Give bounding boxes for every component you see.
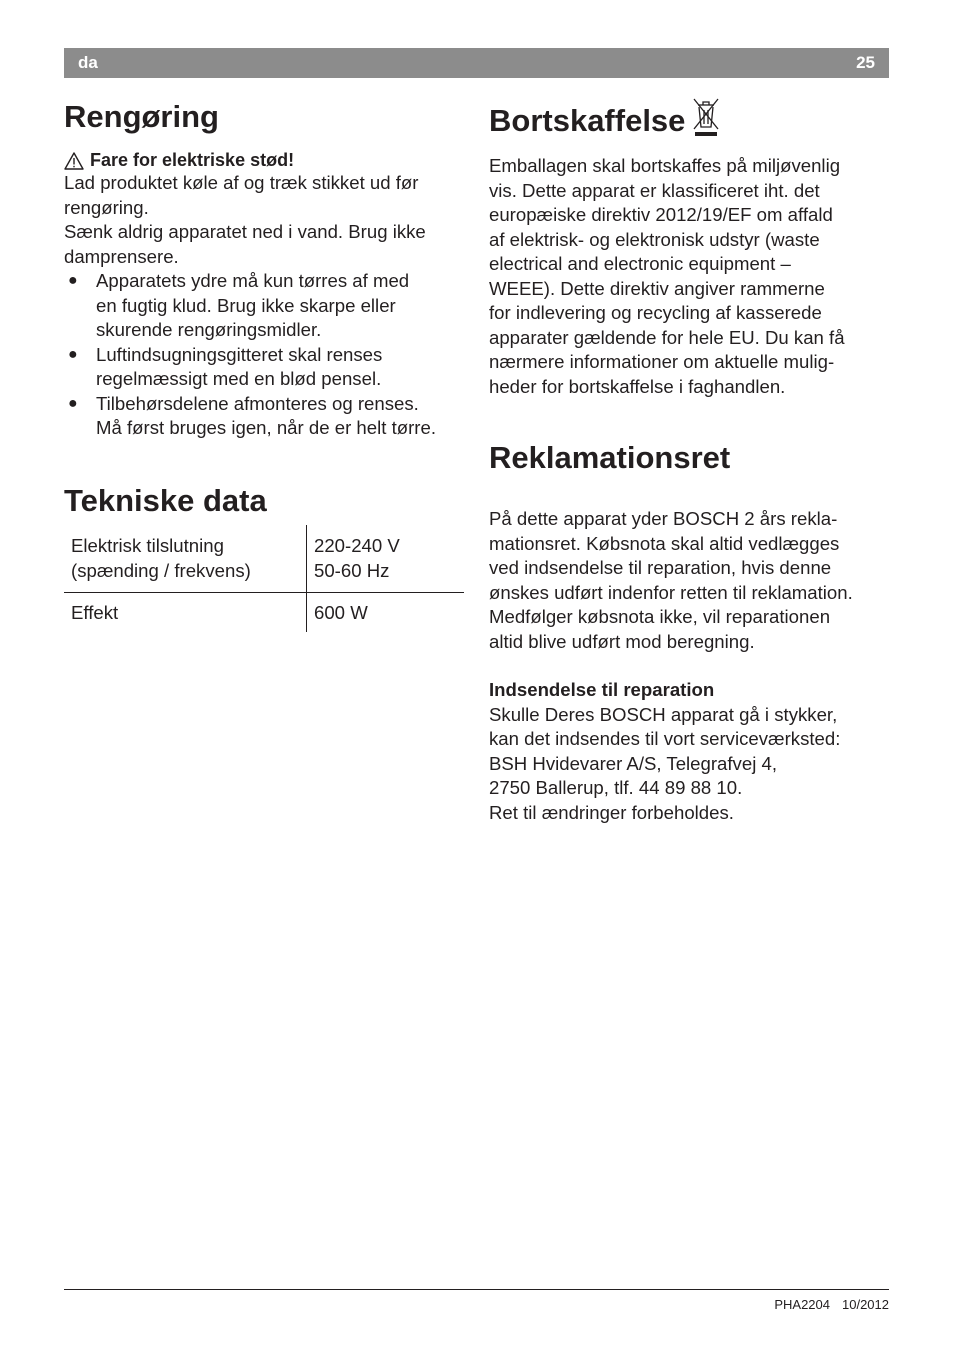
text-line: en fugtig klud. Brug ikke skarpe eller: [96, 294, 396, 316]
list-item: [64, 392, 464, 441]
cleaning-paragraph-2: [64, 220, 464, 269]
repair-subheading: Indsendelse til reparation: [489, 679, 715, 700]
text-line: Luftindsugningsgitteret skal renses: [96, 343, 383, 365]
text-line: Medfølger købsnota ikke, vil reparationen: [489, 606, 831, 627]
text-line: Apparatets ydre må kun tørres af med: [96, 270, 410, 291]
footer-divider: [64, 1289, 889, 1290]
text-line: (spænding / frekvens): [71, 559, 251, 581]
page-number: 25: [856, 53, 875, 72]
text-line: 50-60 Hz: [314, 559, 390, 581]
page-header-bar: [64, 48, 889, 78]
technical-data-heading: Tekniske data: [64, 483, 267, 518]
text-line: europæiske direktiv 2012/19/EF om affald: [489, 204, 833, 225]
warning-line: [64, 150, 464, 171]
crossed-bin-icon: [691, 96, 721, 138]
footer-date: 10/2012: [842, 1297, 889, 1312]
table-cell-label: [64, 525, 307, 593]
disposal-paragraph: [489, 154, 889, 399]
cleaning-bullet-list: [64, 269, 464, 441]
footer: [774, 1297, 889, 1312]
text-line: rengøring.: [64, 196, 149, 218]
text-line: altid blive udført mod beregning.: [489, 630, 755, 652]
text-line: ønskes udført indenfor retten til reklamation.: [489, 581, 853, 603]
technical-data-table: [64, 525, 464, 632]
text-line: Effekt: [71, 602, 119, 623]
text-line: electrical and electronic equipment –: [489, 253, 791, 274]
disposal-heading: Bortskaffelse: [489, 103, 686, 138]
warning-triangle-icon: [64, 152, 84, 170]
table-row: [64, 525, 464, 593]
bullet-icon: ●: [68, 272, 78, 289]
text-line: for indlevering og recycling af kasserede: [489, 302, 822, 323]
text-line: Tilbehørsdelene afmonteres og renses.: [96, 392, 419, 414]
cleaning-paragraph-1: [64, 171, 464, 220]
text-line: BSH Hvidevarer A/S, Telegrafvej 4,: [489, 752, 777, 774]
text-line: regelmæssigt med en blød pensel.: [96, 368, 382, 389]
table-cell-value: [307, 525, 465, 593]
left-column: [64, 96, 464, 441]
text-line: WEEE). Dette direktiv angiver rammerne: [489, 277, 825, 299]
text-line: damprensere.: [64, 245, 179, 267]
language-code: da: [78, 53, 98, 72]
text-line: heder for bortskaffelse i faghandlen.: [489, 375, 786, 397]
bullet-icon: ●: [68, 345, 78, 363]
text-line: mationsret. Købsnota skal altid vedlægges: [489, 532, 840, 554]
text-line: kan det indsendes til vort serviceværksted:: [489, 728, 841, 749]
disposal-title-row: [489, 96, 889, 142]
text-line: Elektrisk tilslutning: [71, 535, 224, 556]
text-line: Skulle Deres BOSCH apparat gå i stykker,: [489, 703, 838, 725]
text-line: 2750 Ballerup, tlf. 44 89 88 10.: [489, 777, 743, 798]
text-line: skurende rengøringsmidler.: [96, 319, 322, 340]
text-line: Emballagen skal bortskaffes på miljøvenlig: [489, 155, 841, 176]
cleaning-heading: Rengøring: [64, 99, 219, 134]
text-line: Må først bruges igen, når de er helt tørre.: [96, 417, 436, 438]
table-cell-label: [64, 593, 307, 632]
repair-paragraph: [489, 703, 889, 826]
table-row: [64, 593, 464, 632]
warranty-heading: Reklamationsret: [489, 440, 731, 475]
warning-title: Fare for elektriske stød!: [90, 150, 295, 170]
text-line: nærmere informationer om aktuelle mulig-: [489, 351, 835, 372]
footer-model: PHA2204: [774, 1297, 830, 1312]
right-column: [489, 96, 889, 825]
text-line: Ret til ændringer forbeholdes.: [489, 801, 734, 823]
text-line: På dette apparat yder BOSCH 2 års rekla-: [489, 508, 838, 529]
bullet-icon: ●: [68, 394, 78, 412]
text-line: apparater gældende for hele EU. Du kan få: [489, 326, 845, 348]
text-line: ved indsendelse til reparation, hvis denne: [489, 557, 832, 578]
text-line: Lad produktet køle af og træk stikket ud før: [64, 172, 419, 193]
text-line: 600 W: [314, 602, 368, 623]
text-line: Sænk aldrig apparatet ned i vand. Brug ikke: [64, 221, 426, 242]
text-line: 220-240 V: [314, 535, 400, 556]
warranty-paragraph: [489, 507, 889, 654]
list-item: [64, 269, 464, 343]
list-item: [64, 343, 464, 392]
table-cell-value: [307, 593, 465, 632]
text-line: af elektrisk- og elektronisk udstyr (waste: [489, 228, 820, 250]
text-line: vis. Dette apparat er klassificeret iht. det: [489, 179, 820, 201]
